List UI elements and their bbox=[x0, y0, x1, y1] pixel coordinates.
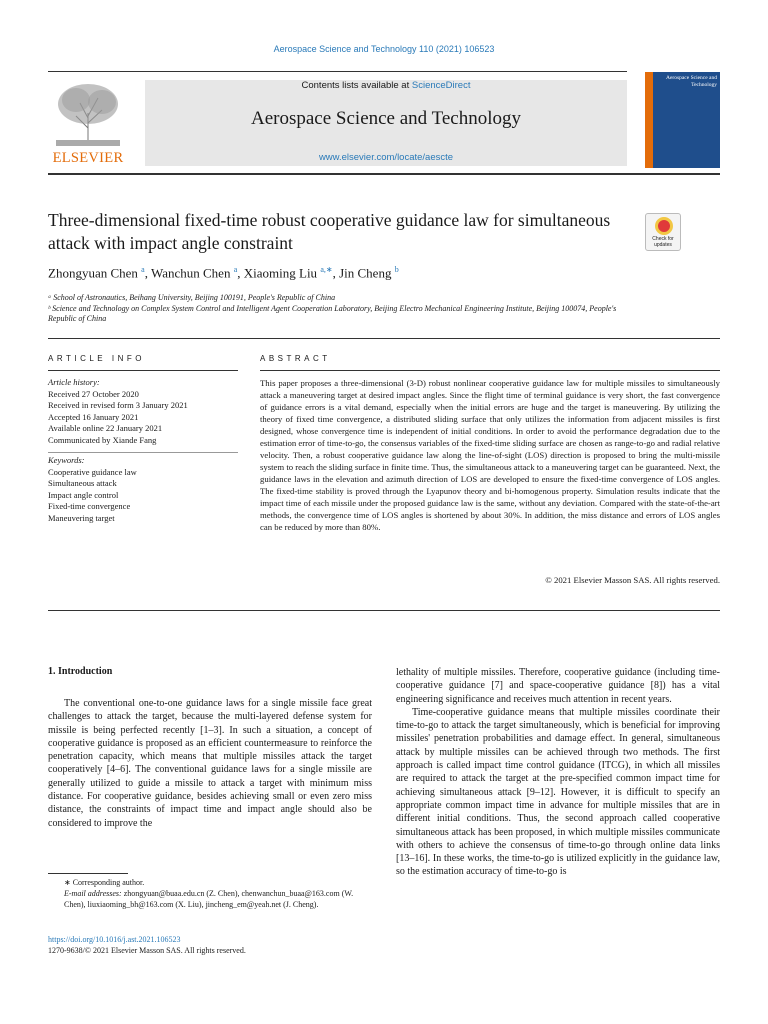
history-item: Available online 22 January 2021 bbox=[48, 423, 163, 433]
check-updates-icon bbox=[655, 217, 673, 235]
abstract-text: This paper proposes a three-dimensional (3-D) robust nonlinear cooperative guidance law for multiple missiles to simultaneously attack a maneuvering target at desired impact angles. Since the flight time of terminal guidance is very short, the fast convergence of guidance errors is a vital demand, especially when the initial errors are huge and the target is maneuvering. By utilizing the theory of fixed time convergence, a distributed sliding surface that only utilizes the information from adjacent missiles is first designed, whose convergence time is independent of initial conditions. In order to avoid the performance degradation due to the estimation error of time-to-go, the consensus variables of the fixed-time sliding surface are chosen as range-to-go and radial relative velocity. Then, a robust cooperative guidance law along the line-of-sight (LOS) direction is proposed to bring the multi-missile system to reach the sliding surface in finite time. Thus, the simultaneous attack to a maneuvering target can be guaranteed. Next, the guidance laws in the elevation and azimuth direction of LOS are developed to ensure the fixed-time convergence of LOS angles. The fixed-time stability is proved through the Lyapunov theory and bi-homogenous property. Simulation results indicate that the impact time of each missile under the proposed guidance law is the same, without any deviation. Compared with the state-of-the-art methods, the convergence time of LOS angles is shortened by about 30%. In addition, the miss distance and errors of LOS angles can be reduced by more than 80%. bbox=[260, 378, 720, 532]
history-item: Accepted 16 January 2021 bbox=[48, 411, 139, 422]
contents-line bbox=[145, 80, 627, 91]
keyword: Fixed-time convergence bbox=[48, 501, 131, 511]
doi-link[interactable]: https://doi.org/10.1016/j.ast.2021.106523 bbox=[48, 935, 181, 944]
author-name[interactable]: Zhongyuan Chen bbox=[48, 265, 138, 281]
article-history bbox=[48, 377, 248, 446]
keyword: Simultaneous attack bbox=[48, 478, 117, 488]
history-label: Article history: bbox=[48, 377, 100, 387]
affiliation-a: ᵃ School of Astronautics, Beihang University, Beijing 100191, People's Republic of China bbox=[48, 293, 336, 302]
body-paragraph: The conventional one-to-one guidance laws for a single missile face great challenges to attack the target, because the multi-layered defense system for missile is being perfected recently [1–3]. In such a situation, a concept of cooperative guidance is proposed as an efficient countermeasure to reinforce the penetration capacity, which means that multiple missiles attack the target cooperatively [4–6]. The conventional guidance laws for a single missile are generally utilized to guide a missile to attack a target with minimum miss distance. For cooperative guidance, besides achieving small or even zero miss distance, the constraints of impact time and impact angle should also be considered to improve the bbox=[48, 698, 372, 829]
affiliation-b: ᵇ Science and Technology on Complex System Control and Intelligent Agent Cooperation Laboratory, Beijing Electro Mechanical Engineering Institute, Beijing 100074, People's Republic of China bbox=[48, 303, 617, 323]
keyword: Cooperative guidance law bbox=[48, 466, 137, 477]
author-affil-mark[interactable]: a bbox=[141, 265, 145, 274]
author-affil-mark[interactable]: a bbox=[233, 265, 238, 274]
author-affil-mark[interactable]: a,∗ bbox=[320, 265, 333, 274]
issn-copyright: 1270-9638/© 2021 Elsevier Masson SAS. All rights reserved. bbox=[48, 946, 246, 955]
email-list[interactable]: zhongyuan@buaa.edu.cn (Z. Chen), chenwanchun_buaa@163.com (W. Chen), liuxiaoming_bh@163.com (X. Liu), jincheng_em@yeah.net (J. Cheng). bbox=[64, 889, 354, 909]
history-item: Received in revised form 3 January 2021 bbox=[48, 400, 188, 410]
article-title: Three-dimensional fixed-time robust cooperative guidance law for simultaneous attack with impact angle constraint bbox=[48, 210, 611, 253]
abstract-rule bbox=[260, 370, 720, 371]
contents-prefix: Contents lists available at bbox=[301, 80, 412, 91]
body-paragraph: lethality of multiple missiles. Therefore, cooperative guidance (including time-cooperative guidance [7] and space-cooperative guidance [8]) has a vital engineering significance and receives much attention in recent years. bbox=[396, 667, 720, 705]
history-item: Received 27 October 2020 bbox=[48, 388, 139, 399]
keyword: Impact angle control bbox=[48, 489, 119, 500]
journal-name: Aerospace Science and Technology bbox=[250, 108, 522, 129]
doi-block bbox=[48, 934, 246, 956]
footnote-rule bbox=[48, 873, 128, 874]
email-label: E-mail addresses: bbox=[64, 889, 124, 898]
abstract-bottom-rule bbox=[48, 610, 720, 611]
cover-strip bbox=[645, 72, 653, 168]
keywords-rule bbox=[48, 452, 238, 453]
keyword: Maneuvering target bbox=[48, 512, 115, 523]
author-list: Zhongyuan Chen $^a$, Wanchun Chen $^a$, Xiaoming Liu $^{a,∗}$, Jin Cheng $^b$ bbox=[48, 265, 399, 281]
affiliation-rule bbox=[48, 338, 720, 339]
author-name[interactable]: Xiaoming Liu bbox=[243, 265, 318, 281]
keywords-label: Keywords: bbox=[48, 455, 85, 465]
article-info-heading: ARTICLE INFO bbox=[48, 354, 145, 363]
author-name[interactable]: Jin Cheng bbox=[339, 265, 392, 281]
author-affil-mark[interactable]: b bbox=[394, 265, 399, 274]
header-rule bbox=[48, 173, 720, 175]
journal-cover-image bbox=[645, 72, 720, 168]
email-addresses bbox=[48, 888, 372, 910]
check-updates-label: Check for updates bbox=[652, 236, 674, 248]
top-rule bbox=[48, 71, 627, 72]
body-column-right bbox=[396, 666, 720, 879]
section-heading-introduction: 1. Introduction bbox=[48, 666, 113, 677]
body-column-left bbox=[48, 697, 372, 830]
journal-url-link[interactable]: www.elsevier.com/locate/aescte bbox=[318, 152, 454, 163]
sciencedirect-link[interactable]: ScienceDirect bbox=[411, 80, 471, 91]
affiliations bbox=[48, 293, 628, 325]
publisher-name: ELSEVIER bbox=[52, 150, 124, 166]
journal-reference[interactable]: Aerospace Science and Technology 110 (2021) 106523 bbox=[273, 44, 495, 54]
abstract-heading: ABSTRACT bbox=[260, 354, 331, 363]
keywords bbox=[48, 455, 248, 524]
history-item: Communicated by Xiande Fang bbox=[48, 434, 157, 445]
check-for-updates-badge[interactable] bbox=[645, 213, 681, 251]
corresponding-author-note: ∗ Corresponding author. bbox=[64, 878, 145, 887]
body-paragraph: Time-cooperative guidance means that multiple missiles coordinate their time-to-go to attack the target simultaneously, which is beneficial for improving missiles' penetration probabilities and damage effect. In general, simultaneous attack by multiple missiles can be achieved through two methods. The first approach is called impact time control guidance (ITCG), in which all missiles are required to attack the target at the pre-specified common impact time for achieving simultaneous attack [9–12]. However, it is difficult to specify an appropriate common impact time in advance for multiple missiles that are in different initial conditions. Thus, the second approach called cooperative simultaneous attack has been proposed, in which multiple missiles communicate with others to achieve the consensus of time-to-go through online data links [13–16]. In these works, the time-to-go is utilized explicitly in the guidance law, so the estimation accuracy of time-to-go is bbox=[396, 706, 720, 878]
author-name[interactable]: Wanchun Chen bbox=[150, 265, 231, 281]
abstract-copyright: © 2021 Elsevier Masson SAS. All rights reserved. bbox=[545, 575, 720, 585]
footnotes bbox=[48, 877, 372, 910]
article-info-rule bbox=[48, 370, 238, 371]
cover-label: Aerospace Science and Technology bbox=[665, 75, 717, 88]
